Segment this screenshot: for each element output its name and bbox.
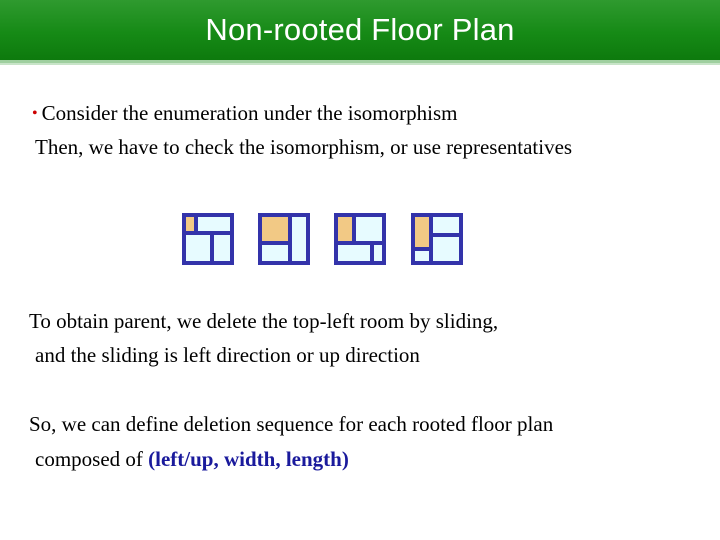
floor-plan-3 — [334, 213, 386, 265]
bullet-line-1 — [32, 100, 457, 129]
text-line-1: Consider the enumeration under the isomorphism — [41, 101, 458, 125]
slide-title: Non-rooted Floor Plan — [205, 12, 515, 47]
text-line-6 — [35, 446, 349, 472]
bullet-icon: • — [32, 105, 38, 122]
text-line-4: and the sliding is left direction or up direction — [35, 343, 420, 367]
text-line-5: So, we can define deletion sequence for each rooted floor plan — [29, 412, 554, 436]
floor-plan-4 — [411, 213, 463, 265]
floor-plan-2 — [258, 213, 310, 265]
deletion-tuple: (left/up, width, length) — [148, 447, 349, 471]
floor-plan-1 — [182, 213, 234, 265]
title-bar — [0, 0, 720, 63]
text-line-6-prefix: composed of — [35, 447, 149, 471]
text-line-3: To obtain parent, we delete the top-left room by sliding, — [29, 309, 499, 333]
text-line-2: Then, we have to check the isomorphism, or use representatives — [35, 135, 573, 159]
